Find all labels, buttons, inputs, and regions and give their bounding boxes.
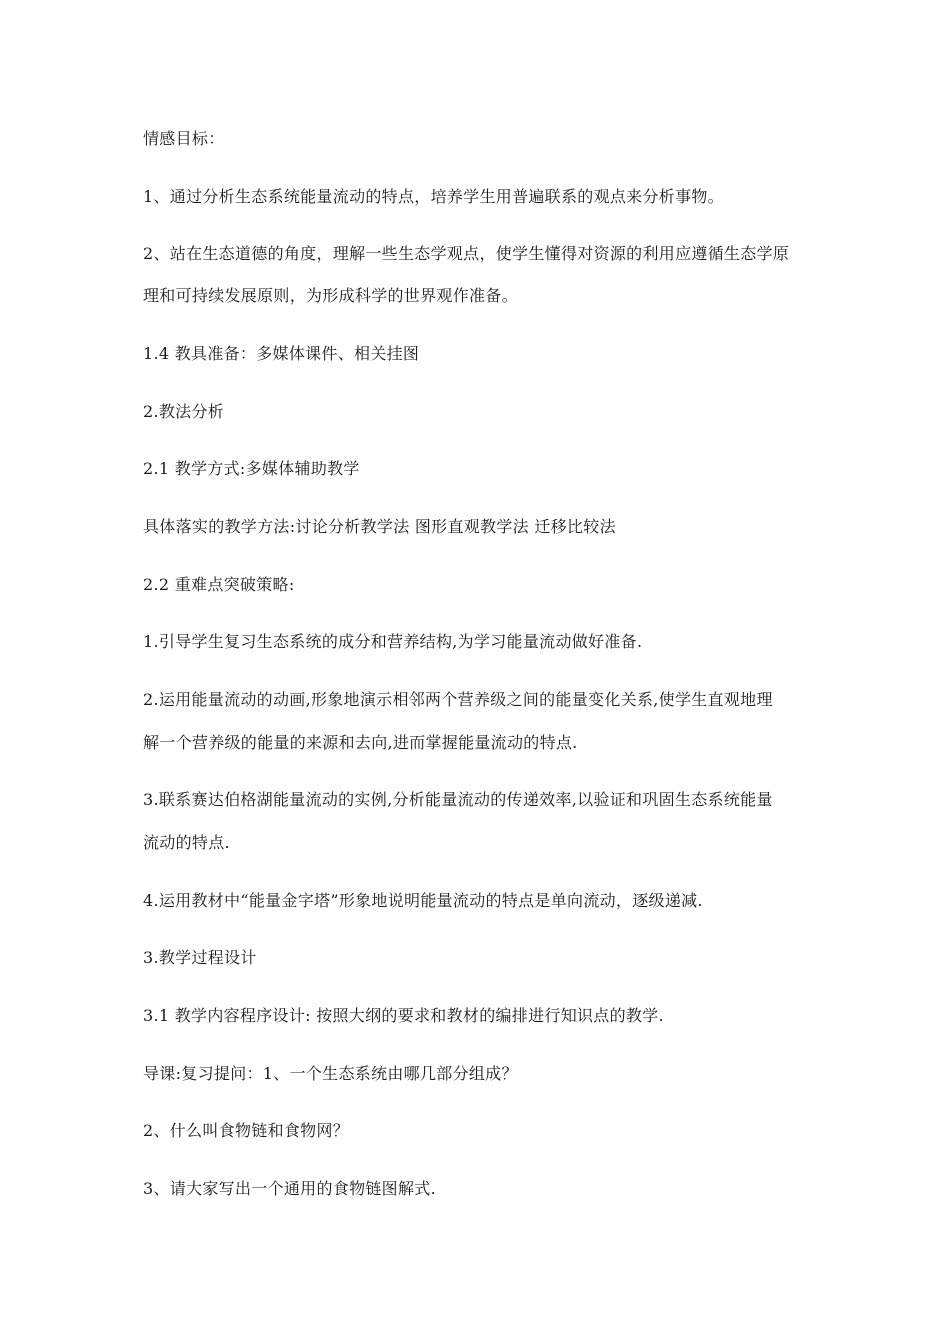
text-line: 2、站在生态道德的角度，理解一些生态学观点，使学生懂得对资源的利用应遵循生态学原 (143, 244, 790, 263)
text-line: 理和可持续发展原则，为形成科学的世界观作准备。 (143, 286, 518, 305)
text-line: 2.2 重难点突破策略: (143, 575, 295, 594)
text-line: 4.运用教材中“能量金字塔”形象地说明能量流动的特点是单向流动，逐级递减. (143, 891, 703, 910)
text-line: 2、什么叫食物链和食物网？ (143, 1121, 350, 1140)
text-line: 2.1 教学方式:多媒体辅助教学 (143, 459, 360, 478)
text-line: 1、通过分析生态系统能量流动的特点，培养学生用普遍联系的观点来分析事物。 (143, 187, 724, 206)
text-line: 情感目标： (143, 129, 225, 148)
text-line: 流动的特点. (143, 833, 230, 852)
text-line: 具体落实的教学方法:讨论分析教学法 图形直观教学法 迁移比较法 (143, 517, 616, 536)
text-line: 1.4 教具准备：多媒体课件、相关挂图 (143, 344, 420, 363)
text-line: 2.运用能量流动的动画,形象地演示相邻两个营养级之间的能量变化关系,使学生直观地理 (143, 690, 773, 709)
text-line: 导课:复习提问：1、一个生态系统由哪几部分组成？ (143, 1064, 518, 1083)
section-heading: 2.教法分析 (143, 402, 225, 421)
text-line: 3、请大家写出一个通用的食物链图解式. (143, 1179, 436, 1198)
text-line: 3.联系赛达伯格湖能量流动的实例,分析能量流动的传递效率,以验证和巩固生态系统能量 (143, 790, 773, 809)
text-line: 3.1 教学内容程序设计: 按照大纲的要求和教材的编排进行知识点的教学. (143, 1006, 664, 1025)
text-line: 解一个营养级的能量的来源和去向,进而掌握能量流动的特点. (143, 733, 578, 752)
section-heading: 3.教学过程设计 (143, 948, 257, 967)
text-line: 1.引导学生复习生态系统的成分和营养结构,为学习能量流动做好准备. (143, 632, 643, 651)
